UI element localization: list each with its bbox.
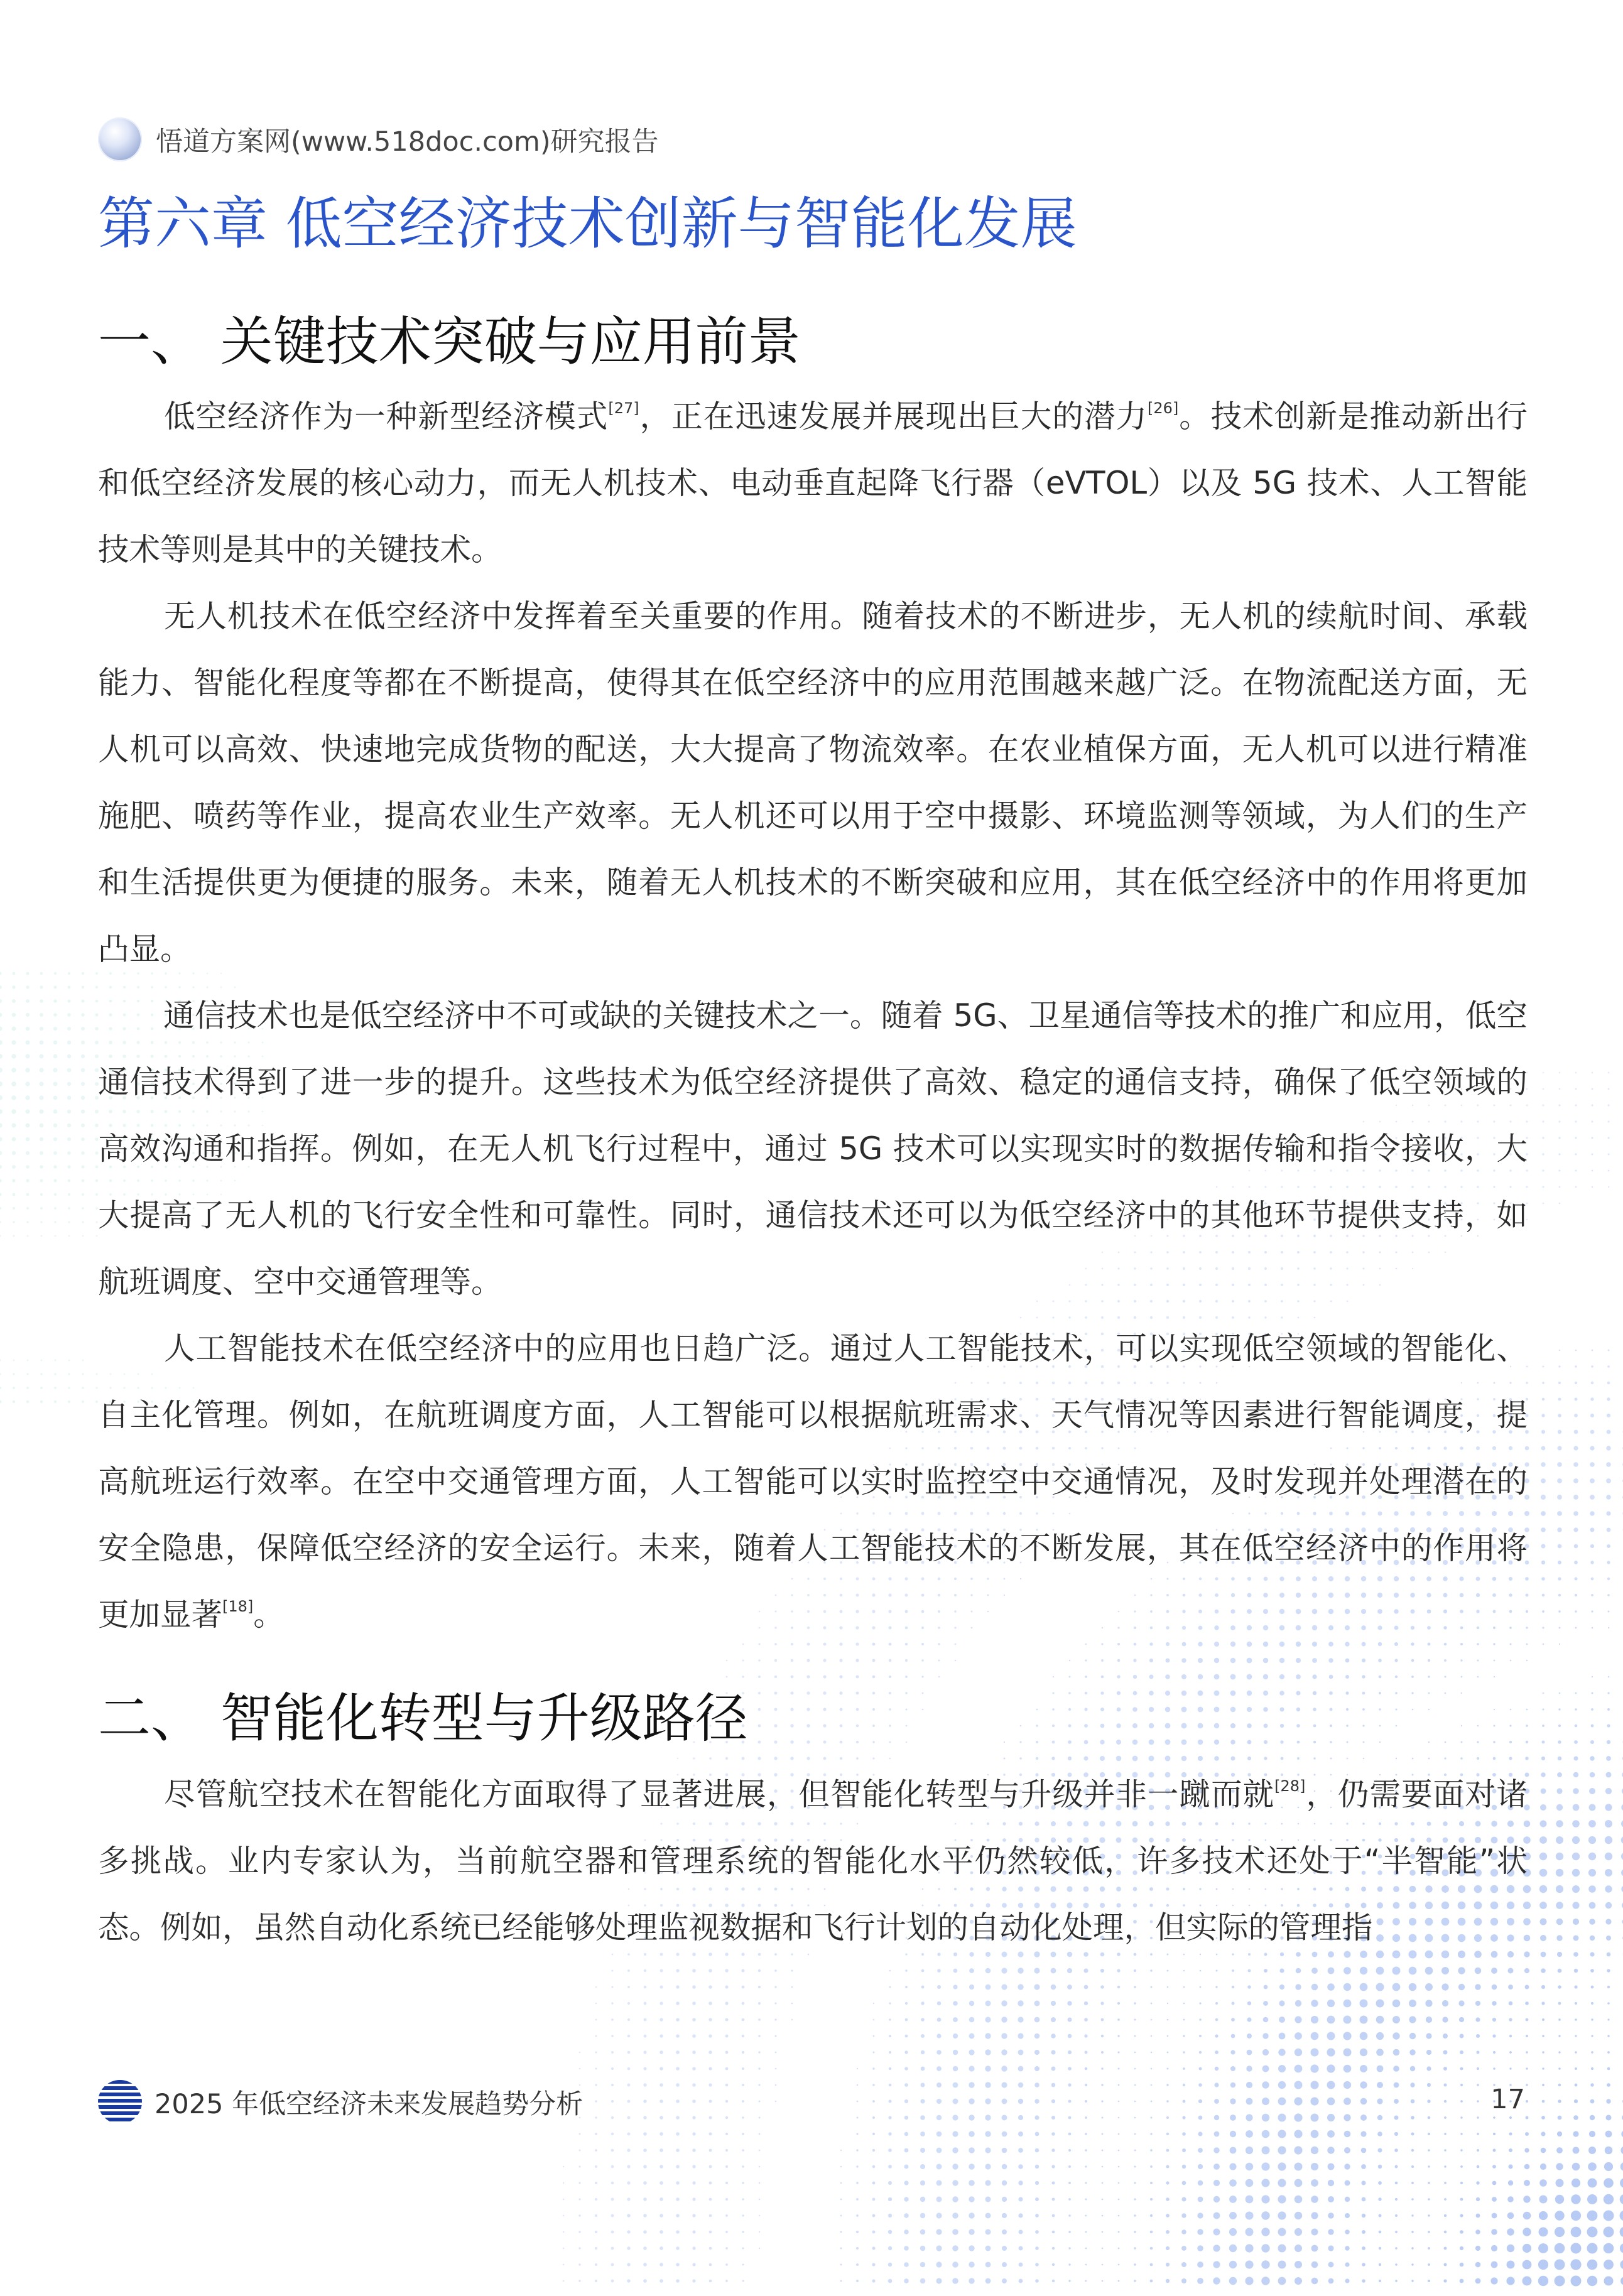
footer-report-title: 2025 年低空经济未来发展趋势分析	[155, 2088, 584, 2120]
citation-ref: [18]	[222, 1598, 254, 1615]
citation-ref: [27]	[608, 399, 639, 417]
paragraph: 人工智能技术在低空经济中的应用也日趋广泛。通过人工智能技术，可以实现低空领域的智能化、自主化管理。例如，在航班调度方面，人工智能可以根据航班需求、天气情况等因素进行智能调度，提高航班运行效率。在空中交通管理方面，人工智能可以实时监控空中交通情况，及时发现并处理潜在的安全隐患，保障低空经济的安全运行。未来，随着人工智能技术的不断发展，其在低空经济中的作用将更加显著[18]。	[98, 1330, 1528, 1633]
paragraph: 通信技术也是低空经济中不可或缺的关键技术之一。随着 5G、卫星通信等技术的推广和应用，低空通信技术得到了进一步的提升。这些技术为低空经济提供了高效、稳定的通信支持，确保了低空领域的高效沟通和指挥。例如，在无人机飞行过程中，通过 5G 技术可以实现实时的数据传输和指令接收，大大提高了无人机的飞行安全性和可靠性。同时，通信技术还可以为低空经济中的其他环节提供支持，如航班调度、空中交通管理等。	[98, 997, 1528, 1300]
page-footer	[98, 2080, 583, 2124]
paragraph: 低空经济作为一种新型经济模式[27]，正在迅速发展并展现出巨大的潜力[26]。技术创新是推动新出行和低空经济发展的核心动力，而无人机技术、电动垂直起降飞行器（eVTOL）以及 5G 技术、人工智能技术等则是其中的关键技术。	[98, 398, 1528, 568]
paragraph: 无人机技术在低空经济中发挥着至关重要的作用。随着技术的不断进步，无人机的续航时间、承载能力、智能化程度等都在不断提高，使得其在低空经济中的应用范围越来越广泛。在物流配送方面，无人机可以高效、快速地完成货物的配送，大大提高了物流效率。在农业植保方面，无人机可以进行精准施肥、喷药等作业，提高农业生产效率。无人机还可以用于空中摄影、环境监测等领域，为人们的生产和生活提供更为便捷的服务。未来，随着无人机技术的不断突破和应用，其在低空经济中的作用将更加凸显。	[98, 598, 1528, 967]
chapter-title: 第六章 低空经济技术创新与智能化发展	[98, 191, 1077, 257]
header-source: 悟道方案网(www.518doc.com)研究报告	[156, 126, 659, 158]
page-number: 17	[1490, 2084, 1525, 2115]
section-heading-1: 一、 关键技术突破与应用前景	[98, 311, 801, 372]
striped-globe-logo-icon	[98, 2080, 142, 2124]
section-heading-2: 二、 智能化转型与升级路径	[98, 1687, 748, 1749]
paragraph: 尽管航空技术在智能化方面取得了显著进展，但智能化转型与升级并非一蹴而就[28]，仍需要面对诸多挑战。业内专家认为，当前航空器和管理系统的智能化水平仍然较低，许多技术还处于“半智能”状态。例如，虽然自动化系统已经能够处理监视数据和飞行计划的自动化处理，但实际的管理指	[98, 1776, 1528, 1946]
citation-ref: [28]	[1274, 1777, 1306, 1795]
page-header	[98, 117, 659, 162]
globe-logo-icon	[98, 117, 142, 161]
citation-ref: [26]	[1148, 399, 1179, 417]
